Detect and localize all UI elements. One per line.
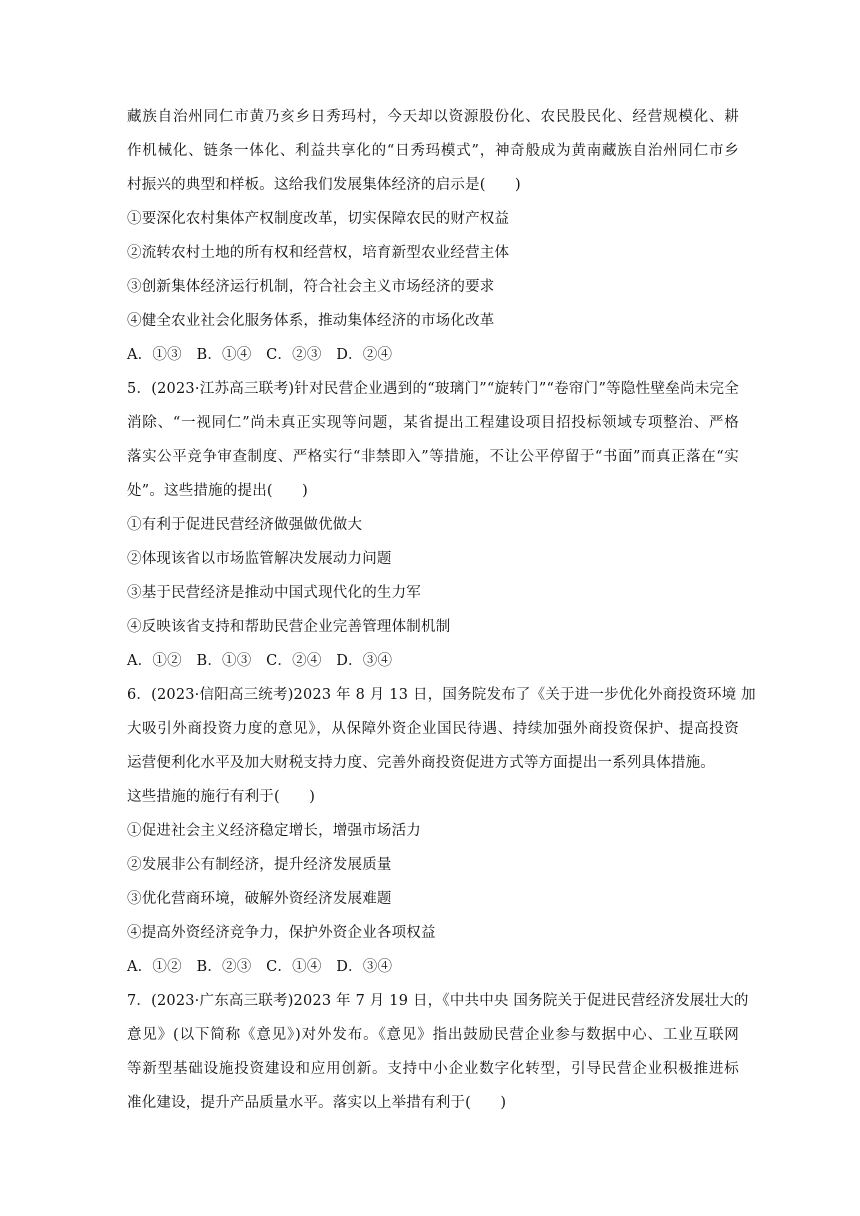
question-stem-line: 运营便利化水平及加大财税支持力度、完善外商投资促进方式等方面提出一系列具体措施。	[127, 755, 715, 771]
question-stem-line: 大吸引外商投资力度的意见》，从保障外资企业国民待遇、持续加强外商投资保护、提高投资	[127, 721, 739, 737]
question-stem-line: 6．(2023·信阳高三统考)2023 年 8 月 13 日，国务院发布了《关于进一步优化外商投资环境 加	[127, 687, 756, 703]
question-stem-line: 意见》(以下简称《意见》)对外发布。《意见》指出鼓励民营企业参与数据中心、工业互联网	[127, 1027, 739, 1043]
statement-option: ③创新集体经济运行机制，符合社会主义市场经济的要求	[127, 279, 495, 295]
statement-option: ②流转农村土地的所有权和经营权，培育新型农业经营主体	[127, 245, 510, 261]
statement-option: ②发展非公有制经济，提升经济发展质量	[127, 857, 392, 873]
statement-option: ②体现该省以市场监管解决发展动力问题	[127, 551, 392, 567]
question-stem-line: 这些措施的施行有利于( )	[127, 789, 316, 805]
question-stem-line: 准化建设，提升产品质量水平。落实以上举措有利于( )	[127, 1095, 507, 1111]
question-stem-line: 落实公平竞争审查制度、严格实行“非禁即入”等措施，不让公平停留于“书面”而真正落在“实	[127, 449, 739, 465]
answer-choices: A．①② B．①③ C．②④ D．③④	[127, 653, 393, 669]
statement-option: ①促进社会主义经济稳定增长，增强市场活力	[127, 823, 421, 839]
answer-choices: A．①③ B．①④ C．②③ D．②④	[127, 347, 393, 363]
statement-option: ④提高外资经济竞争力，保护外资企业各项权益	[127, 925, 436, 941]
question-6	[127, 678, 756, 984]
statement-option: ④健全农业社会化服务体系，推动集体经济的市场化改革	[127, 313, 495, 329]
question-stem-line: 7．(2023·广东高三联考)2023 年 7 月 19 日，《中共中央 国务院关于促进民营经济发展壮大的	[127, 993, 749, 1009]
question-stem-line: 处”。这些措施的提出( )	[127, 483, 309, 499]
answer-choices: A．①② B．②③ C．①④ D．③④	[127, 959, 393, 975]
question-stem-line: 消除、“一视同仁”尚未真正实现等问题，某省提出工程建设项目招投标领域专项整治、严格	[127, 415, 739, 431]
page-content	[127, 100, 756, 1120]
statement-option: ①有利于促进民营经济做强做优做大	[127, 517, 363, 533]
question-stem-line: 藏族自治州同仁市黄乃亥乡日秀玛村，今天却以资源股份化、农民股民化、经营规模化、耕	[127, 109, 739, 125]
question-4-tail	[127, 100, 739, 372]
statement-option: ③基于民营经济是推动中国式现代化的生力军	[127, 585, 421, 601]
question-stem-line: 村振兴的典型和样板。这给我们发展集体经济的启示是( )	[127, 177, 521, 193]
question-stem-line: 等新型基础设施投资建设和应用创新。支持中小企业数字化转型，引导民营企业积极推进标	[127, 1061, 739, 1077]
question-5	[127, 372, 739, 678]
statement-option: ①要深化农村集体产权制度改革，切实保障农民的财产权益	[127, 211, 510, 227]
question-7	[127, 984, 749, 1120]
question-stem-line: 作机械化、链条一体化、利益共享化的“日秀玛模式”，神奇般成为黄南藏族自治州同仁市乡	[127, 143, 739, 159]
statement-option: ④反映该省支持和帮助民营企业完善管理体制机制	[127, 619, 451, 635]
statement-option: ③优化营商环境，破解外资经济发展难题	[127, 891, 392, 907]
question-stem-line: 5．(2023·江苏高三联考)针对民营企业遇到的“玻璃门”“旋转门”“卷帘门”等隐性壁垒尚未完全	[127, 381, 739, 397]
